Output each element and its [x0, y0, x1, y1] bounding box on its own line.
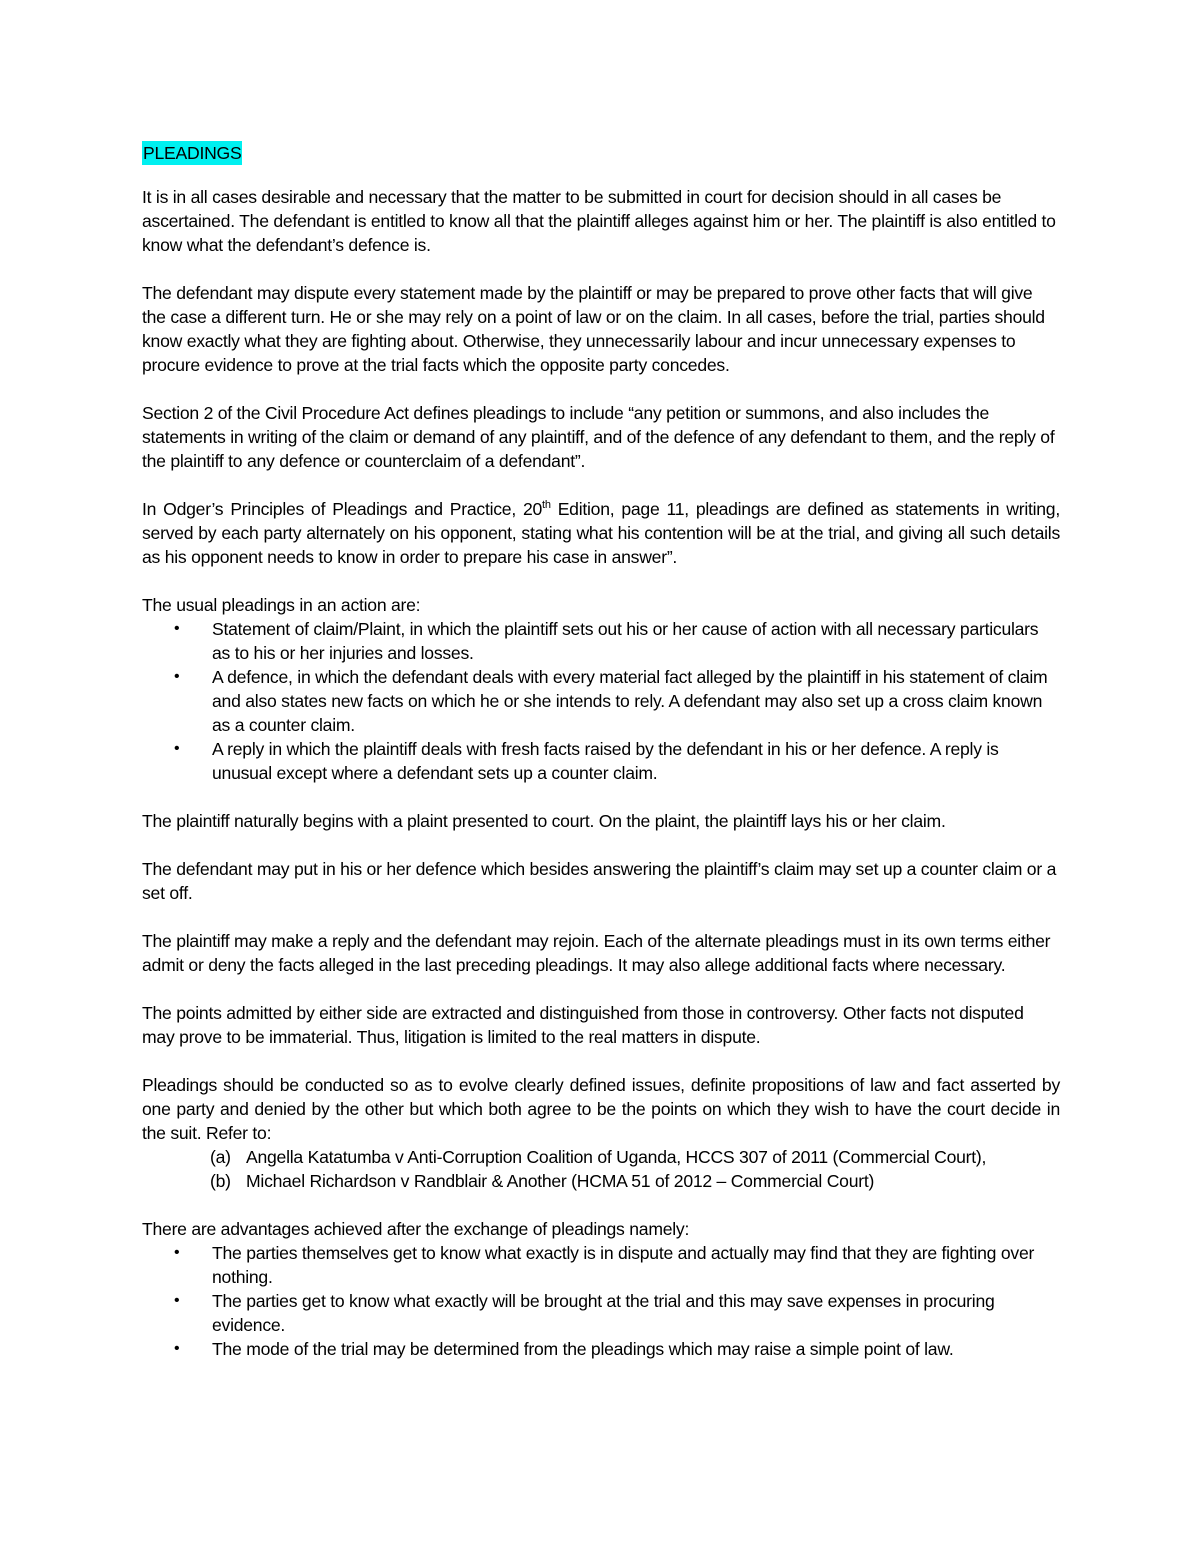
paragraph-section-2: Section 2 of the Civil Procedure Act defines pleadings to include “any petition or summons, and also includes the statements in writing of the claim or demand of any plaintiff, and of the defence of any defendant to them, and the reply of the plaintiff to any defence or counterclaim of a defendant”. — [142, 403, 1055, 471]
list-item — [142, 1289, 1060, 1337]
list-item — [142, 665, 1060, 737]
case-references-list — [142, 1145, 1060, 1193]
bullet-icon: • — [174, 620, 180, 637]
paragraph-defence: The defendant may put in his or her defence which besides answering the plaintiff’s claim may set up a counter claim or a set off. — [142, 859, 1057, 903]
paragraph-points-admitted: The points admitted by either side are extracted and distinguished from those in controversy. Other facts not disputed may prove to be immaterial. Thus, litigation is limited to the real matters in dispute. — [142, 1003, 1024, 1047]
bullet-icon: • — [174, 668, 180, 685]
odgers-text-after: Edition, page 11, pleadings are defined as statements in writing, served by each party alternately on his opponent, stating what his contention will be at the trial, and giving all such details as his opponent needs to know in order to prepare his case in answer”. — [142, 499, 1060, 567]
advantages-list — [142, 1241, 1060, 1361]
case-marker: (b) — [210, 1171, 231, 1191]
bullet-icon: • — [174, 1244, 180, 1261]
list-item — [142, 737, 1060, 785]
list-item-text: The parties get to know what exactly will be brought at the trial and this may save expenses in procuring evidence. — [212, 1291, 995, 1335]
bullet-icon: • — [174, 1292, 180, 1309]
list-item-text: Statement of claim/Plaint, in which the plaintiff sets out his or her cause of action with all necessary particulars as to his or her injuries and losses. — [212, 619, 1039, 663]
paragraph-advantages: There are advantages achieved after the exchange of pleadings namely: — [142, 1219, 690, 1239]
document-heading: PLEADINGS — [143, 143, 242, 163]
paragraph-issues: Pleadings should be conducted so as to evolve clearly defined issues, definite propositions of law and fact asserted by one party and denied by the other but which both agree to be the points on which they wish to have the court decide in the suit. Refer to: — [142, 1075, 1060, 1143]
paragraph-usual-pleadings: The usual pleadings in an action are: — [142, 595, 421, 615]
list-item-text: The mode of the trial may be determined from the pleadings which may raise a simple point of law. — [212, 1339, 954, 1359]
case-reference — [142, 1145, 1060, 1169]
case-text: Angella Katatumba v Anti-Corruption Coalition of Uganda, HCCS 307 of 2011 (Commercial Court), — [246, 1147, 987, 1167]
edition-superscript: th — [542, 499, 551, 512]
case-marker: (a) — [210, 1147, 231, 1167]
bullet-icon: • — [174, 740, 180, 757]
list-item — [142, 617, 1060, 665]
list-item — [142, 1241, 1060, 1289]
case-text: Michael Richardson v Randblair & Another (HCMA 51 of 2012 – Commercial Court) — [246, 1171, 875, 1191]
odgers-text-before: In Odger’s Principles of Pleadings and Practice, 20 — [142, 499, 543, 519]
list-item-text: A reply in which the plaintiff deals with fresh facts raised by the defendant in his or her defence. A reply is unusual except where a defendant sets up a counter claim. — [212, 739, 999, 783]
paragraph-reply: The plaintiff may make a reply and the defendant may rejoin. Each of the alternate pleadings must in its own terms either admit or deny the facts alleged in the last preceding pleadings. It may also allege additional facts where necessary. — [142, 931, 1051, 975]
paragraph-odgers-definition — [142, 497, 1060, 569]
paragraph-plaint: The plaintiff naturally begins with a plaint presented to court. On the plaint, the plaintiff lays his or her claim. — [142, 811, 946, 831]
paragraph-intro: It is in all cases desirable and necessary that the matter to be submitted in court for decision should in all cases be ascertained. The defendant is entitled to know all that the plaintiff alleges against him or her. The plaintiff is also entitled to know what the defendant’s defence is. — [142, 187, 1056, 255]
document-page — [142, 141, 1060, 1385]
list-item-text: A defence, in which the defendant deals with every material fact alleged by the plaintiff in his statement of claim and also states new facts on which he or she intends to rely. A defendant may also set up a cross claim known as a counter claim. — [212, 667, 1048, 735]
usual-pleadings-list — [142, 617, 1060, 785]
list-item-text: The parties themselves get to know what exactly is in dispute and actually may find that they are fighting over nothing. — [212, 1243, 1035, 1287]
case-reference — [142, 1169, 1060, 1193]
bullet-icon: • — [174, 1340, 180, 1357]
list-item — [142, 1337, 1060, 1361]
paragraph-dispute: The defendant may dispute every statement made by the plaintiff or may be prepared to prove other facts that will give the case a different turn. He or she may rely on a point of law or on the claim. In all cases, before the trial, parties should know exactly what they are fighting about. Otherwise, they unnecessarily labour and incur unnecessary expenses to procure evidence to prove at the trial facts which the opposite party concedes. — [142, 283, 1045, 375]
